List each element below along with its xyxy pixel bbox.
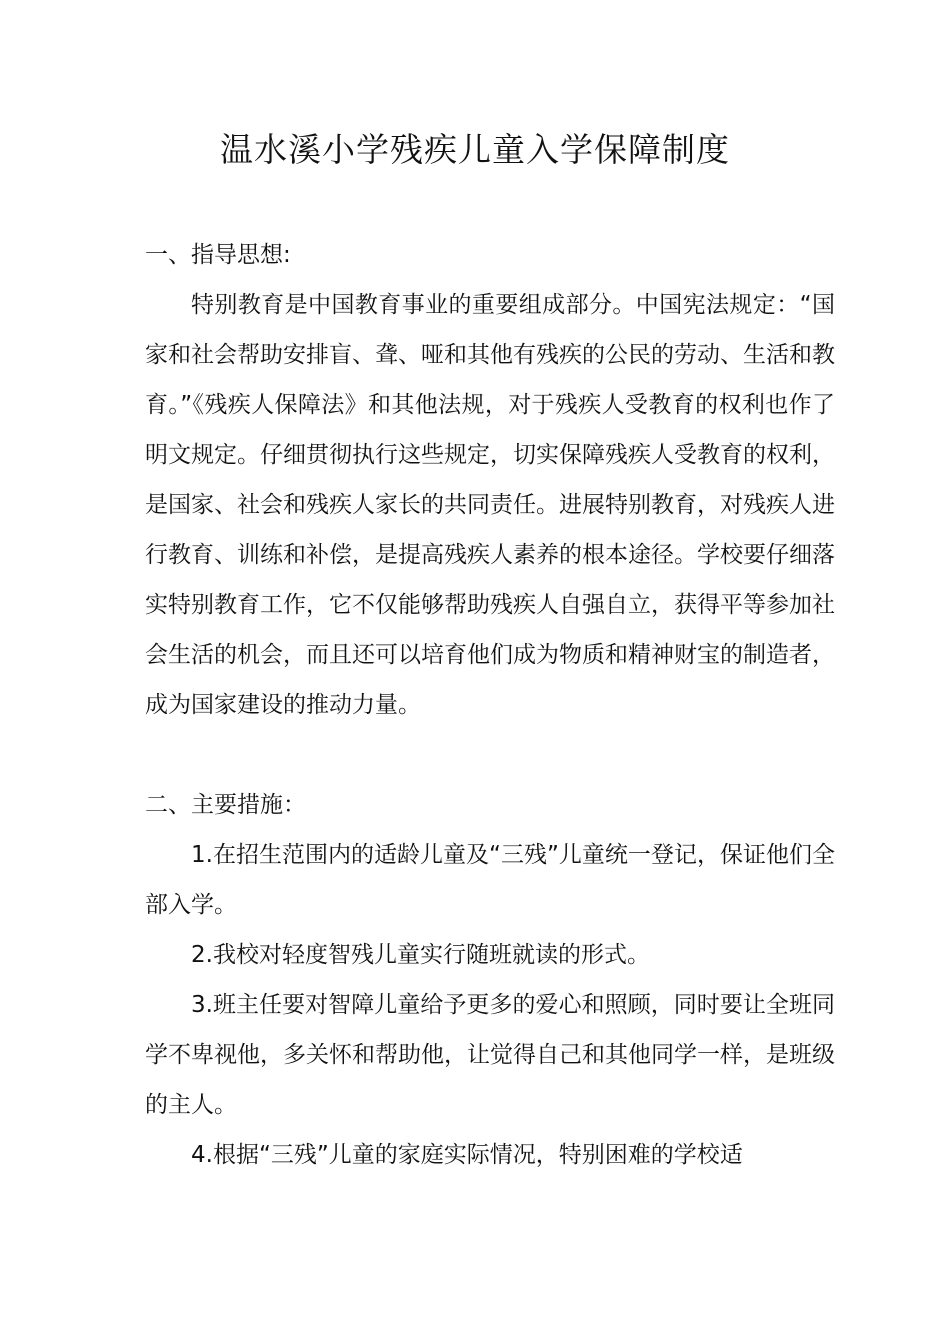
document-body [145,230,835,1180]
document-title: 温水溪小学残疾儿童入学保障制度 [220,130,730,169]
measure-item-4: 4.根据“三残”儿童的家庭实际情况，特别困难的学校适 [191,1142,743,1168]
measure-item-3: 3.班主任要对智障儿童给予更多的爱心和照顾，同时要让全班同学不卑视他，多关怀和帮助他，让觉得自己和其他同学一样，是班级的主人。 [145,992,835,1118]
section-heading-guiding-ideology: 一、指导思想: [145,242,291,268]
section-spacer [145,730,835,780]
section-heading-main-measures: 二、主要措施： [145,792,306,818]
guiding-ideology-paragraph: 特别教育是中国教育事业的重要组成部分。中国宪法规定：“国家和社会帮助安排盲、聋、哑和其他有残疾的公民的劳动、生活和教育。”《残疾人保障法》和其他法规，对于残疾人受教育的权利也作了明文规定。仔细贯彻执行这些规定，切实保障残疾人受教育的权利，是国家、社会和残疾人家长的共同责任。进展特别教育，对残疾人进行教育、训练和补偿，是提高残疾人素养的根本途径。学校要仔细落实特别教育工作，它不仅能够帮助残疾人自强自立，获得平等参加社会生活的机会，而且还可以培育他们成为物质和精神财宝的制造者，成为国家建设的推动力量。 [145,292,835,718]
measure-item-1: 1.在招生范围内的适龄儿童及“三残”儿童统一登记，保证他们全部入学。 [145,842,835,918]
measure-item-2: 2.我校对轻度智残儿童实行随班就读的形式。 [191,942,650,968]
